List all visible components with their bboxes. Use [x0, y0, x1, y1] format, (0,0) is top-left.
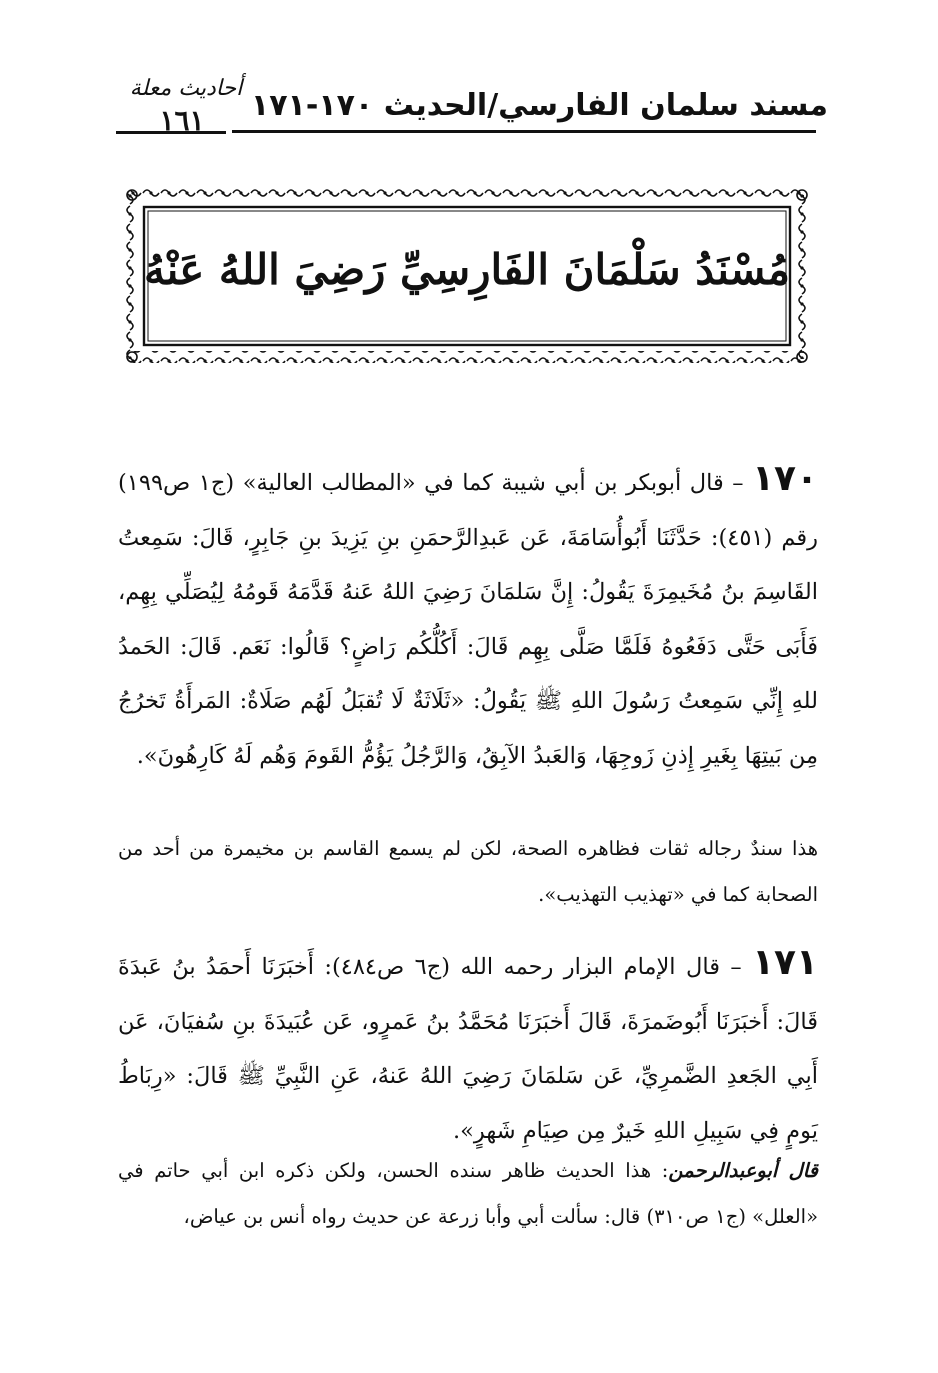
hadith-dash: –: [719, 954, 753, 980]
header-rule: [232, 130, 816, 133]
hadith-number: ١٧١: [752, 942, 818, 983]
handwritten-corner-note: أحاديث معلة: [129, 76, 243, 101]
hadith-number: ١٧٠: [752, 458, 818, 499]
note-170-paragraph: هذا سندٌ رجاله ثقات فظاهره الصحة، لكن لم يسمع القاسم بن مخيمرة من أحد من الصحابة كما في «تهذيب التهذيب».: [118, 837, 818, 906]
running-header-title: مسند سلمان الفارسي/الحديث ١٧٠-١٧١: [250, 88, 828, 123]
section-title: مُسْنَدُ سَلْمَانَ الفَارِسِيِّ رَضِيَ اللهُ عَنْهُ: [144, 245, 790, 294]
page-number-rule: [116, 131, 226, 134]
note-171-paragraph: [118, 1148, 818, 1240]
hadith-171-block: [118, 936, 818, 1158]
note-text: : هذا الحديث ظاهر سنده الحسن، ولكن ذكره ابن أبي حاتم في «العلل» (ج١ ص٣١٠) قال: سألت أبي وأبا زرعة عن حديث رواه أنس بن عياض،: [118, 1159, 818, 1228]
hadith-text: قال أبوبكر بن أبي شيبة كما في «المطالب العالية» (ج١ ص١٩٩) رقم (٤٥١): حَدَّثَنَا أَبُوأُسَامَةَ، عَن عَبدِالرَّحمَنِ بنِ يَزِيدَ بنِ جَابِرٍ، قَالَ: سَمِعتُ القَاسِمَ بنُ مُخَيمِرَةَ يَقُولُ: إِنَّ سَلمَانَ رَضِيَ اللهُ عَنهُ قَدَّمَهُ قَومُهُ لِيُصَلِّي بِهِم، فَأَبَى حَتَّى دَفَعُوهُ فَلَمَّا صَلَّى بِهِم قَالَ: أَكُلُّكُم رَاضٍ؟ قَالُوا: نَعَم. قَالَ: الحَمدُ للهِ إِنِّي سَمِعتُ رَسُولَ اللهِ ﷺ يَقُولُ: «ثَلَاثَةٌ لَا تُقبَلُ لَهُم صَلَاةٌ: المَرأَةُ تَخرُجُ مِن بَيتِهَا بِغَيرِ إِذنِ زَوجِهَا، وَالعَبدُ الآبِقُ، وَالرَّجُلُ يَؤُمُّ القَومَ وَهُم لَهُ كَارِهُونَ».: [118, 470, 818, 769]
note-author: قال أبوعبدالرحمن: [668, 1159, 818, 1182]
hadith-text: قال الإمام البزار رحمه الله (ج٦ ص٤٨٤): أَخبَرَنَا أَحمَدُ بنُ عَبدَةَ قَالَ: أَخبَرَنَا أَبُوضَمرَةَ، قَالَ أَخبَرَنَا مُحَمَّدُ بنُ عَمرٍو، عَن عُبَيدَةَ بنِ سُفيَانَ، عَن أَبِي الجَعدِ الضَّمرِيِّ، عَن سَلمَانَ رَضِيَ اللهُ عَنهُ، عَنِ النَّبِيِّ ﷺ قَالَ: «رِبَاطُ يَومٍ فِي سَبِيلِ اللهِ خَيرٌ مِن صِيَامِ شَهرٍ».: [118, 954, 818, 1144]
title-ornamental-frame: [124, 187, 810, 365]
hadith-170-paragraph: [118, 452, 818, 784]
hadith-171-paragraph: [118, 936, 818, 1158]
hadith-dash: –: [723, 470, 753, 496]
hadith-170-block: [118, 452, 818, 784]
note-170-block: [118, 826, 818, 918]
page-number: ١٦١: [159, 104, 205, 137]
note-171-block: [118, 1148, 818, 1240]
